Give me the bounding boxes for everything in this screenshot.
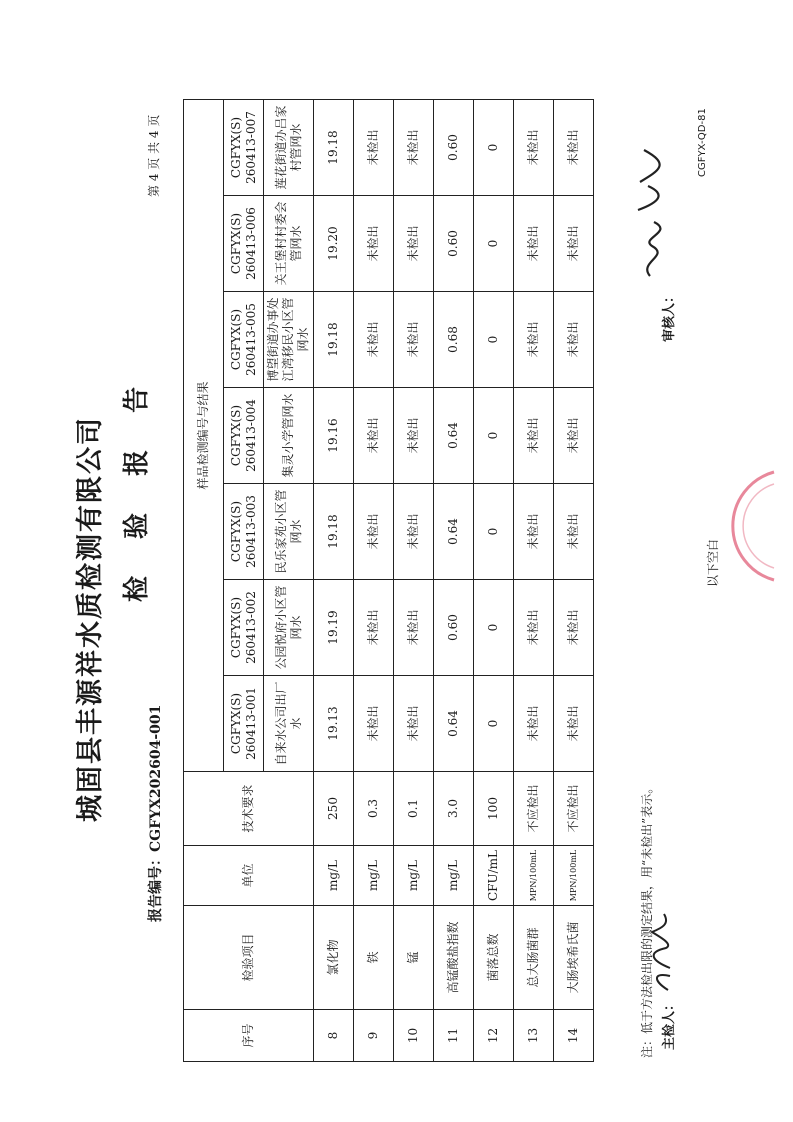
row-result: 未检出 bbox=[554, 388, 594, 484]
row-result: 0 bbox=[474, 676, 514, 772]
row-result: 未检出 bbox=[554, 676, 594, 772]
sample-name: 关王堡村村委会管网水 bbox=[264, 196, 314, 292]
report-number-value: CGFYX202604-001 bbox=[148, 704, 164, 852]
row-item: 铁 bbox=[354, 906, 394, 1010]
sample-name: 莲花街道办吕家村管网水 bbox=[264, 100, 314, 196]
row-requirement: 0.3 bbox=[354, 772, 394, 846]
row-result: 未检出 bbox=[514, 676, 554, 772]
inspector-signature bbox=[640, 904, 680, 994]
row-item: 总大肠菌群 bbox=[514, 906, 554, 1010]
row-result: 19.13 bbox=[314, 676, 354, 772]
row-item: 氯化物 bbox=[314, 906, 354, 1010]
row-requirement: 不应检出 bbox=[554, 772, 594, 846]
row-result: 未检出 bbox=[354, 196, 394, 292]
row-result: 未检出 bbox=[554, 580, 594, 676]
row-result: 未检出 bbox=[354, 292, 394, 388]
report-number-label: 报告编号： bbox=[148, 852, 164, 922]
row-result: 未检出 bbox=[354, 676, 394, 772]
row-seq: 9 bbox=[354, 1010, 394, 1062]
row-result: 0.64 bbox=[434, 388, 474, 484]
row-result: 未检出 bbox=[394, 292, 434, 388]
row-result: 未检出 bbox=[394, 676, 434, 772]
table-row bbox=[474, 100, 514, 1062]
sample-code: CGFYX(S) 260413-001 bbox=[224, 676, 264, 772]
row-result: 未检出 bbox=[554, 196, 594, 292]
row-result: 0 bbox=[474, 100, 514, 196]
row-seq: 8 bbox=[314, 1010, 354, 1062]
row-result: 0 bbox=[474, 484, 514, 580]
form-code: CGFYX-QD-81 bbox=[697, 108, 708, 177]
row-result: 未检出 bbox=[554, 484, 594, 580]
row-unit: mg/L bbox=[354, 846, 394, 906]
row-result: 未检出 bbox=[354, 388, 394, 484]
row-requirement: 不应检出 bbox=[514, 772, 554, 846]
inspector-label: 主检人： bbox=[662, 997, 677, 1050]
sample-name: 集灵小学管网水 bbox=[264, 388, 314, 484]
row-result: 未检出 bbox=[394, 580, 434, 676]
row-unit: mg/L bbox=[434, 846, 474, 906]
header-item: 检验项目 bbox=[184, 906, 314, 1010]
table-body bbox=[314, 100, 594, 1062]
row-item: 锰 bbox=[394, 906, 434, 1010]
row-result: 0.64 bbox=[434, 676, 474, 772]
blank-marker: 以下空白 bbox=[706, 538, 720, 587]
sample-name: 民乐家苑小区管网水 bbox=[264, 484, 314, 580]
row-result: 未检出 bbox=[394, 388, 434, 484]
sample-code: CGFYX(S) 260413-003 bbox=[224, 484, 264, 580]
table-row bbox=[354, 100, 394, 1062]
row-seq: 13 bbox=[514, 1010, 554, 1062]
row-item: 高锰酸盐指数 bbox=[434, 906, 474, 1010]
row-result: 未检出 bbox=[514, 196, 554, 292]
row-result: 0 bbox=[474, 196, 514, 292]
row-result: 19.18 bbox=[314, 292, 354, 388]
row-seq: 10 bbox=[394, 1010, 434, 1062]
row-result: 未检出 bbox=[554, 292, 594, 388]
row-result: 19.16 bbox=[314, 388, 354, 484]
row-result: 未检出 bbox=[514, 580, 554, 676]
row-result: 0.60 bbox=[434, 580, 474, 676]
row-result: 未检出 bbox=[514, 484, 554, 580]
header-samples-group: 样品检测编号与结果 bbox=[184, 100, 224, 772]
sample-name: 博望街道办事处江湾移民小区管网水 bbox=[264, 292, 314, 388]
table-row bbox=[314, 100, 354, 1062]
row-unit: MPN/100mL bbox=[514, 846, 554, 906]
sample-code: CGFYX(S) 260413-007 bbox=[224, 100, 264, 196]
sample-name: 公园悦府小区管网水 bbox=[264, 580, 314, 676]
report-number bbox=[145, 705, 165, 922]
row-seq: 14 bbox=[554, 1010, 594, 1062]
table-row bbox=[434, 100, 474, 1062]
row-requirement: 100 bbox=[474, 772, 514, 846]
row-result: 0 bbox=[474, 580, 514, 676]
results-table bbox=[183, 99, 594, 1062]
row-result: 未检出 bbox=[394, 196, 434, 292]
seal-stamp bbox=[716, 466, 776, 586]
row-unit: mg/L bbox=[314, 846, 354, 906]
row-result: 未检出 bbox=[514, 292, 554, 388]
row-item: 菌落总数 bbox=[474, 906, 514, 1010]
reviewer-label: 审核人： bbox=[662, 289, 677, 342]
row-result: 0.68 bbox=[434, 292, 474, 388]
row-result: 未检出 bbox=[394, 484, 434, 580]
row-result: 0 bbox=[474, 292, 514, 388]
sample-code: CGFYX(S) 260413-005 bbox=[224, 292, 264, 388]
row-result: 19.18 bbox=[314, 100, 354, 196]
footnote: 注：低于方法检出限的测定结果，用“未检出”表示。 bbox=[640, 781, 654, 1058]
row-unit: MPN/100mL bbox=[554, 846, 594, 906]
row-result: 19.19 bbox=[314, 580, 354, 676]
row-requirement: 3.0 bbox=[434, 772, 474, 846]
row-result: 0 bbox=[474, 388, 514, 484]
table-row bbox=[554, 100, 594, 1062]
row-result: 0.60 bbox=[434, 196, 474, 292]
sample-name: 自来水公司出厂水 bbox=[264, 676, 314, 772]
header-requirement: 技术要求 bbox=[184, 772, 314, 846]
sample-code: CGFYX(S) 260413-006 bbox=[224, 196, 264, 292]
row-requirement: 0.1 bbox=[394, 772, 434, 846]
table-row bbox=[394, 100, 434, 1062]
row-unit: CFU/mL bbox=[474, 846, 514, 906]
header-seq: 序号 bbox=[184, 1010, 314, 1062]
document-title: 检 验 报 告 bbox=[122, 372, 152, 602]
row-result: 未检出 bbox=[514, 388, 554, 484]
row-seq: 12 bbox=[474, 1010, 514, 1062]
row-result: 未检出 bbox=[354, 100, 394, 196]
row-seq: 11 bbox=[434, 1010, 474, 1062]
row-result: 未检出 bbox=[514, 100, 554, 196]
sample-code: CGFYX(S) 260413-002 bbox=[224, 580, 264, 676]
row-result: 未检出 bbox=[394, 100, 434, 196]
sample-code: CGFYX(S) 260413-004 bbox=[224, 388, 264, 484]
row-result: 19.20 bbox=[314, 196, 354, 292]
page-info: 第 4 页 共 4 页 bbox=[147, 114, 161, 197]
row-result: 未检出 bbox=[354, 484, 394, 580]
header-unit: 单位 bbox=[184, 846, 314, 906]
row-result: 0.64 bbox=[434, 484, 474, 580]
row-result: 19.18 bbox=[314, 484, 354, 580]
row-result: 0.60 bbox=[434, 100, 474, 196]
row-requirement: 250 bbox=[314, 772, 354, 846]
row-item: 大肠埃希氏菌 bbox=[554, 906, 594, 1010]
row-result: 未检出 bbox=[354, 580, 394, 676]
reviewer-signature bbox=[630, 142, 682, 282]
company-name: 城固县丰源祥水质检测有限公司 bbox=[75, 416, 106, 822]
row-result: 未检出 bbox=[554, 100, 594, 196]
row-unit: mg/L bbox=[394, 846, 434, 906]
table-row bbox=[514, 100, 554, 1062]
